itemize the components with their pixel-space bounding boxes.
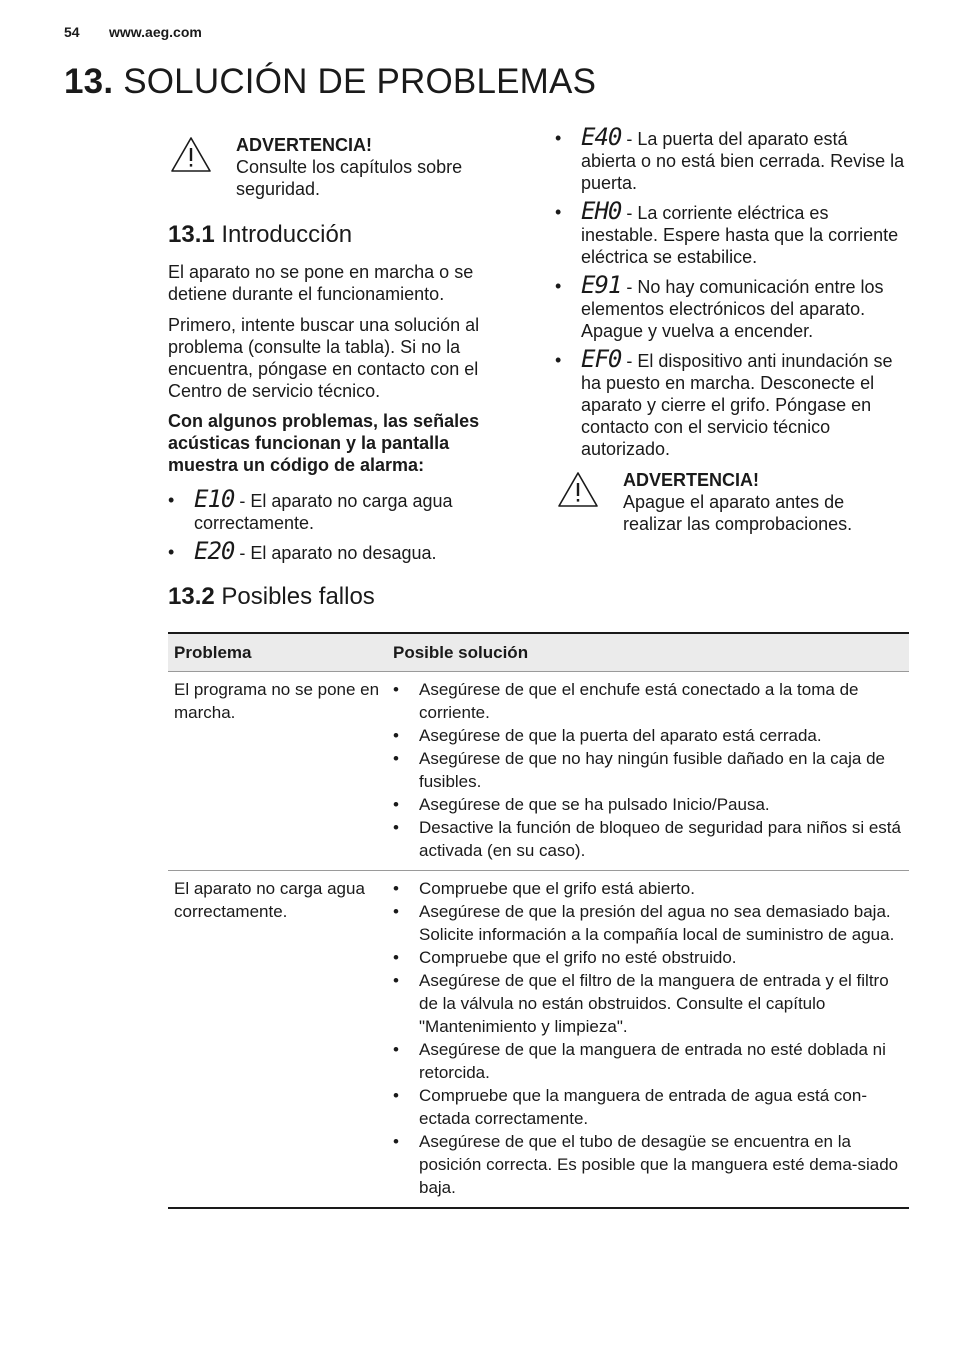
list-item: • E10 - El aparato no carga agua correctamente.: [168, 485, 453, 533]
list-item: • Compruebe que el grifo no esté obstruido.: [393, 948, 737, 967]
warning-text: Consulte los capítulos sobre seguridad.: [236, 157, 463, 199]
list-item: • Asegúrese de que el tubo de desagüe se encuentra en la posición correcta. Es posible que la manguera esté dema-siado baja.: [393, 1132, 899, 1197]
section-heading-posibles-fallos: 13.2 Posibles fallos: [168, 583, 375, 610]
list-item: • Desactive la función de bloqueo de seguridad para niños si está activada (en su caso).: [393, 818, 901, 860]
chapter-title: SOLUCIÓN DE PROBLEMAS: [123, 62, 597, 101]
list-item: • EH0 - La corriente eléctrica es inestable. Espere hasta que la corriente eléctrica se estabilice.: [555, 197, 899, 267]
warning-icon: [557, 471, 599, 514]
column-header-solucion: Posible solución: [387, 633, 909, 672]
alarm-code: E40: [581, 123, 622, 151]
list-item: • Asegúrese de que no hay ningún fusible dañado en la caja de fusibles.: [393, 749, 885, 791]
warning-block: [236, 134, 506, 200]
intro-paragraph-3: Con algunos problemas, las señales acústicas funcionan y la pantalla muestra un código de alarma:: [168, 411, 480, 475]
faults-table: [168, 632, 909, 1209]
column-header-problema: Problema: [168, 633, 387, 672]
solution-list: [393, 678, 903, 862]
list-item: • Asegúrese de que el filtro de la manguera de entrada y el filtro de la válvula no están obstruidos. Consulte el capítulo "Mantenimiento y limpieza".: [393, 971, 889, 1036]
list-item: • Asegúrese de que el enchufe está conectado a la toma de corriente.: [393, 680, 859, 722]
table-row: [168, 871, 909, 1209]
problem-cell: El aparato no carga agua correctamente.: [168, 871, 387, 1209]
website-url: www.aeg.com: [109, 24, 202, 40]
page-number: 54: [64, 24, 80, 40]
alarm-code-list-left: [168, 485, 508, 571]
list-item: • E20 - El aparato no desagua.: [168, 537, 437, 565]
list-item: • Compruebe que el grifo está abierto.: [393, 879, 695, 898]
list-item: • E40 - La puerta del aparato está abierta o no está bien cerrada. Revise la puerta.: [555, 123, 905, 193]
warning-icon: [170, 136, 212, 179]
intro-paragraph-1: El aparato no se pone en marcha o se detiene durante el funcionamiento.: [168, 262, 474, 304]
alarm-code: EH0: [581, 197, 622, 225]
alarm-code: E20: [194, 537, 235, 565]
warning-text: Apague el aparato antes de realizar las comprobaciones.: [623, 492, 853, 534]
chapter-number: 13.: [64, 62, 114, 101]
solution-cell: [387, 871, 909, 1209]
list-item: • E91 - No hay comunicación entre los elementos electrónicos del aparato. Apague y vuelva a encender.: [555, 271, 884, 341]
list-item: • Compruebe que la manguera de entrada de agua está con-ectada correctamente.: [393, 1086, 867, 1128]
alarm-code-list-right: [555, 123, 907, 467]
alarm-code: EF0: [581, 345, 622, 373]
alarm-code: E10: [194, 485, 235, 513]
solution-cell: [387, 672, 909, 871]
list-item: • Asegúrese de que la puerta del aparato está cerrada.: [393, 726, 822, 745]
list-item: • Asegúrese de que la manguera de entrada no esté doblada ni retorcida.: [393, 1040, 886, 1082]
intro-paragraph-2: Primero, intente buscar una solución al problema (consulte la tabla). Si no la encuentra, póngase en contacto con el Centro de servicio técnico.: [168, 315, 480, 401]
solution-list: [393, 877, 903, 1199]
table-row: [168, 672, 909, 871]
page-title: [64, 62, 596, 102]
list-item: • Asegúrese de que la presión del agua no sea demasiado baja. Solicite información a la compañía local de suministro de agua.: [393, 902, 895, 944]
list-item: • Asegúrese de que se ha pulsado Inicio/Pausa.: [393, 795, 770, 814]
alarm-code: E91: [581, 271, 622, 299]
warning-block: [623, 469, 903, 535]
section-heading-introduccion: 13.1 Introducción: [168, 221, 353, 248]
warning-title: ADVERTENCIA!: [623, 470, 760, 490]
problem-cell: El programa no se pone en marcha.: [168, 672, 387, 871]
list-item: • EF0 - El dispositivo anti inundación se ha puesto en marcha. Desconecte el aparato y cierre el grifo. Póngase en contacto con el servicio técnico autorizado.: [555, 345, 893, 459]
table-header-row: [168, 633, 909, 672]
warning-title: ADVERTENCIA!: [236, 135, 373, 155]
